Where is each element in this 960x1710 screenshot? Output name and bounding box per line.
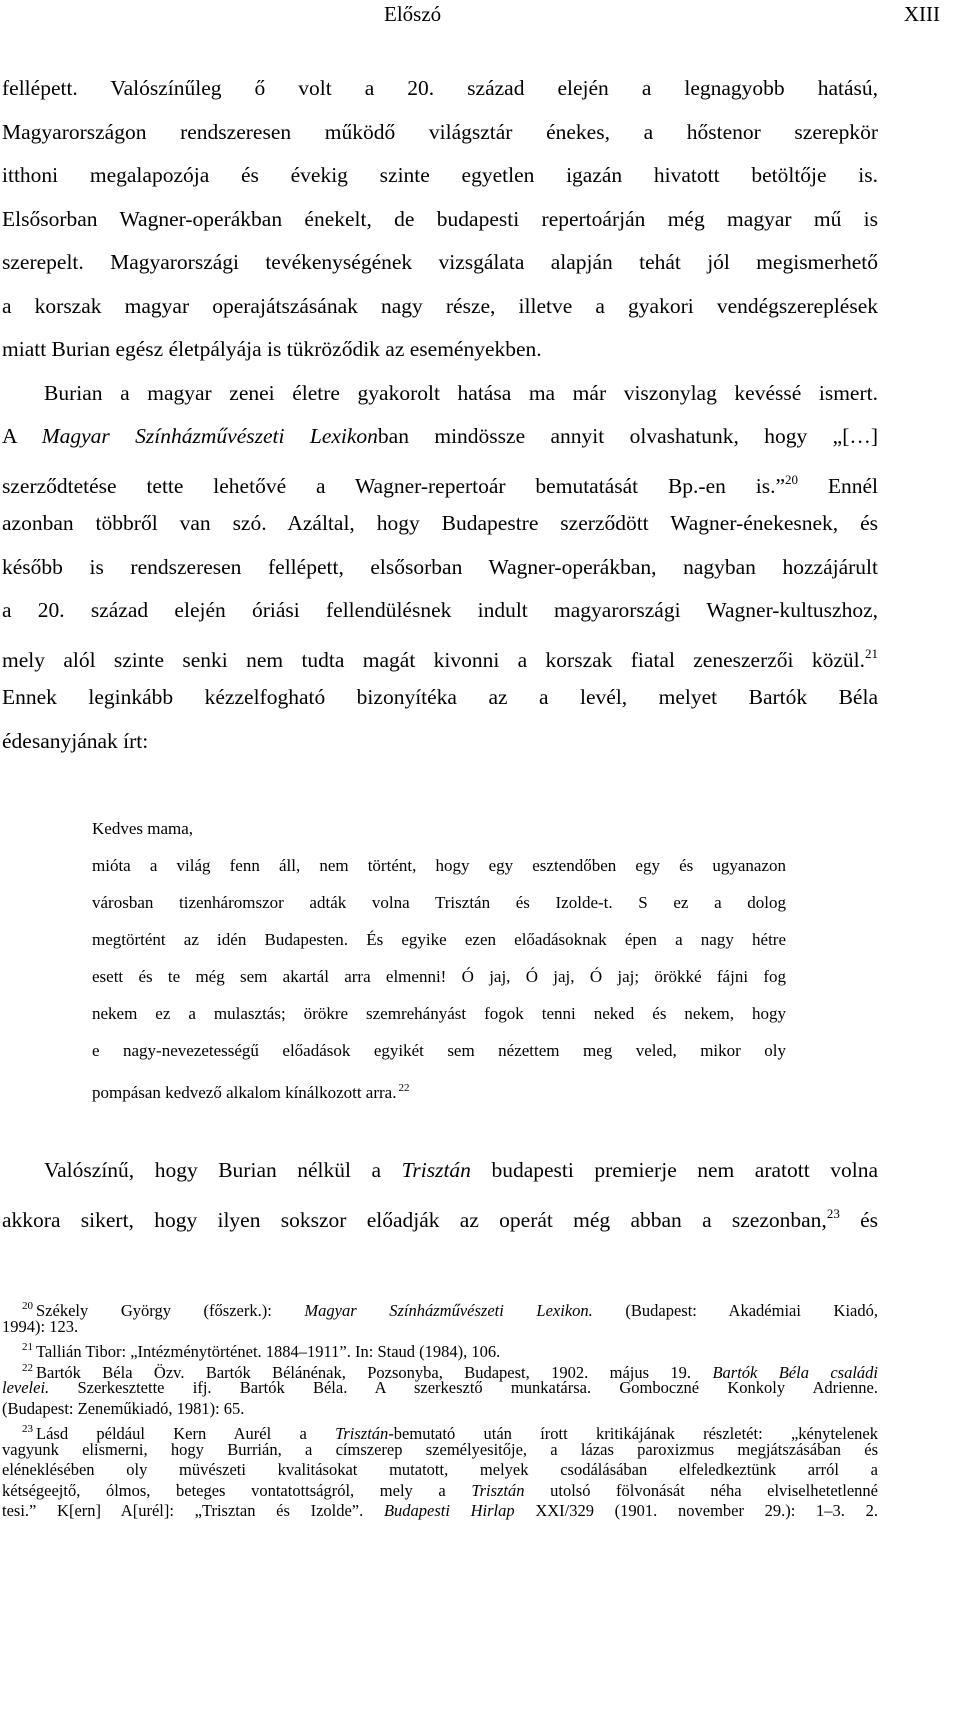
- main-text-continued: [2, 1154, 878, 1241]
- main-text: [2, 72, 878, 768]
- quote-salutation: Kedves mama,: [92, 819, 194, 838]
- quote-line: megtörtént az idén Budapesten. És egyike ezen előadásoknak épen a nagy hétre: [92, 930, 786, 949]
- footnote-number: 22: [22, 1361, 33, 1374]
- text-line: azonban többről van szó. Azáltal, hogy Budapestre szerződött Wagner-énekesnek, és: [2, 511, 878, 535]
- text-line: szerepelt. Magyarországi tevékenységének vizsgálata alapján tehát jól megismerhető: [2, 250, 878, 274]
- footnote-number: 21: [22, 1341, 33, 1353]
- page-number: XIII: [903, 2, 940, 26]
- text-line: a 20. század elején óriási fellendülésnek indult magyarországi Wagner-kultuszhoz,: [2, 598, 878, 622]
- footnote-line: levelei. Szerkesztette ifj. Bartók Béla. A szerkesztő munkatársa. Gomboczné Konkoly Adrienne.: [2, 1378, 878, 1397]
- footnote-20: $^{20}$ Székely György (főszerk.): Magyar Színházművészeti Lexikon. (Budapest: Akadémiai Kiadó,: [22, 1300, 878, 1320]
- text-line: Burian a magyar zenei életre gyakorolt hatása ma már viszonylag kevéssé ismert.: [44, 380, 878, 405]
- italic-title: Trisztán: [401, 1158, 471, 1182]
- text-line: akkora sikert, hogy ilyen sokszor előadják az operát még abban a szezonban,$^{23}$ és: [2, 1205, 878, 1232]
- italic-title: Magyar Színházművészeti Lexikon: [41, 424, 378, 448]
- quote-line: esett és te még sem akartál arra elmenni! Ó jaj, Ó jaj, Ó jaj; örökké fájni fog: [92, 967, 786, 986]
- footnote-23: $^{23}$ Lásd például Kern Aurél a Trisztán-bemutató után írott kritikájának részletét: „kénytelenek: [22, 1423, 878, 1443]
- footnote-ref: 22: [398, 1082, 410, 1094]
- footnote-line: 1994): 123.: [2, 1316, 79, 1336]
- footnote-line: tesi.” K[ern] A[urél]: „Trisztan és Izolde”. Budapesti Hirlap XXI/329 (1901. november 29.): 1–3. 2.: [2, 1501, 878, 1520]
- block-quote: [92, 818, 786, 1114]
- chapter-title: Előszó: [384, 2, 442, 26]
- text-line: a korszak magyar operajátszásának nagy része, illetve a gyakori vendégszereplések: [2, 293, 878, 318]
- footnote-line: eléneklésében oly müvészeti kvalitásokat mutatott, melyek csodálásában elfeledkeztünk arról a: [2, 1460, 878, 1479]
- footnote-line: kétségeejtő, ólmos, beteges vontatottságról, mely a Trisztán utolsó fölvonását néha elviselhetetlenné: [2, 1480, 878, 1500]
- quote-line: városban tizenháromszor adták volna Trisztán és Izolde-t. S ez a dolog: [92, 893, 786, 912]
- text-line: Valószínű, hogy Burian nélkül a Trisztán budapesti premierje nem aratott volna: [44, 1158, 879, 1182]
- quote-line: pompásan kedvező alkalom kínálkozott arra. $^{22}$: [92, 1082, 410, 1102]
- text-line: Magyarországon rendszeresen működő világsztár énekes, a hőstenor szerepkör: [2, 119, 878, 144]
- text-line: Ennek leginkább kézzelfogható bizonyítéka az a levél, melyet Bartók Béla: [2, 685, 878, 709]
- footnote-number: 23: [22, 1423, 33, 1435]
- footnote-line: vagyunk elismerni, hogy Burrián, a címszerep személyesitője, a lázas paroxizmus megjátszásában és: [2, 1439, 878, 1459]
- text-line: Elsősorban Wagner-operákban énekelt, de budapesti repertoárján még magyar mű is: [2, 206, 878, 231]
- footnote-line: (Budapest: Zeneműkiadó, 1981): 65.: [2, 1398, 245, 1418]
- text-line: mely alól szinte senki nem tudta magát kivonni a korszak fiatal zeneszerzői közül.$^{21}$: [2, 645, 878, 672]
- quote-line: nekem ez a mulasztás; örökre szemrehányást fogok tenni neked és nekem, hogy: [92, 1004, 786, 1023]
- footnote-number: 20: [22, 1300, 33, 1312]
- footnotes: [2, 1296, 878, 1522]
- quote-line: e nagy-nevezetességű előadások egyikét sem nézettem meg veled, mikor oly: [92, 1041, 786, 1060]
- footnote-ref: 21: [865, 645, 878, 661]
- text-line: édesanyjának írt:: [2, 728, 149, 753]
- footnote-ref: 23: [826, 1205, 840, 1221]
- text-line: később is rendszeresen fellépett, elsősorban Wagner-operákban, nagyban hozzájárult: [2, 554, 878, 579]
- text-line: szerződtetése tette lehetővé a Wagner-repertoár bemutatását Bp.-en is.”$^{20}$ Ennél: [2, 471, 878, 498]
- quote-line: mióta a világ fenn áll, nem történt, hogy egy esztendőben egy és ugyanazon: [92, 856, 786, 875]
- footnote-21: $^{21}$ Tallián Tibor: „Intézménytörténet. 1884–1911”. In: Staud (1984), 106.: [22, 1341, 501, 1361]
- footnote-22: $^{22}$ Bartók Béla Özv. Bartók Bélánénak, Pozsonyba, Budapest, 1902. május 19. Bartók Béla családi: [22, 1361, 878, 1382]
- text-line: miatt Burian egész életpályája is tükröződik az eseményekben.: [2, 337, 542, 361]
- text-line: fellépett. Valószínűleg ő volt a 20. század elején a legnagyobb hatású,: [2, 76, 878, 100]
- page-header: [0, 2, 960, 32]
- footnote-ref: 20: [785, 471, 798, 487]
- text-line: itthoni megalapozója és évekig szinte egyetlen igazán hivatott betöltője is.: [2, 163, 878, 187]
- text-line: A Magyar Színházművészeti Lexikonban mindössze annyit olvashatunk, hogy „[…]: [2, 424, 879, 448]
